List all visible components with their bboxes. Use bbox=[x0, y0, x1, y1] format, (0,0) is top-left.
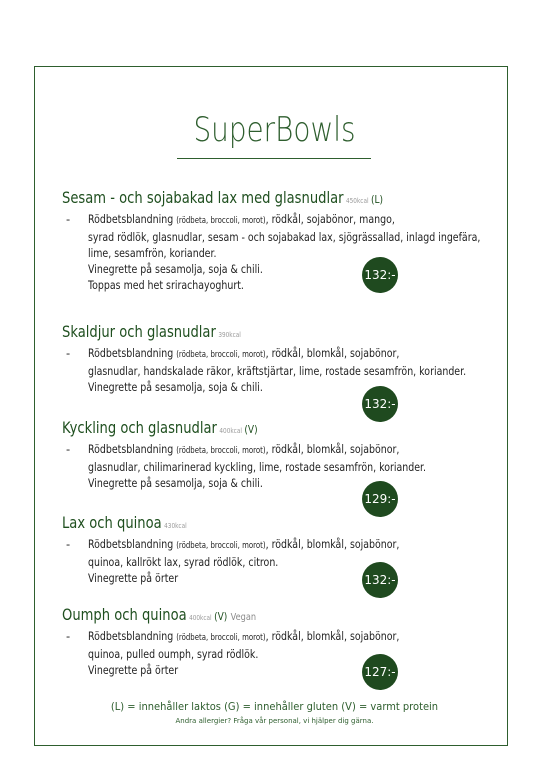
item-description bbox=[62, 345, 482, 395]
menu-item-lax-quinoa bbox=[62, 513, 482, 586]
desc-line: Rödbetsblandning (rödbeta, broccoli, morot), rödkål, blomkål, sojabönor, bbox=[88, 346, 400, 360]
item-description bbox=[62, 441, 482, 491]
bullet-dash: - bbox=[66, 346, 71, 360]
allergy-note: Andra allergier? Fråga vår personal, vi hjälper dig gärna. bbox=[175, 717, 374, 725]
desc-line: glasnudlar, handskalade räkor, kräftstjärtar, lime, rostade sesamfrön, koriander. bbox=[88, 364, 467, 378]
item-kcal: 450kcal bbox=[346, 197, 369, 205]
bullet-dash: - bbox=[66, 537, 71, 551]
item-name: Kyckling och glasnudlar bbox=[62, 418, 217, 437]
desc-line: Rödbetsblandning (rödbeta, broccoli, morot), rödkål, blomkål, sojabönor, bbox=[88, 537, 400, 551]
item-tag: (V) bbox=[214, 610, 228, 623]
menu-item-oumph-quinoa bbox=[62, 605, 482, 678]
item-kcal: 400kcal bbox=[189, 614, 212, 622]
menu-title: SuperBowls bbox=[193, 110, 356, 150]
allergen-legend: (L) = innehåller laktos (G) = innehåller gluten (V) = varmt protein bbox=[110, 700, 439, 713]
item-heading bbox=[62, 188, 406, 207]
item-heading bbox=[62, 418, 406, 437]
menu-item-kyckling bbox=[62, 418, 482, 491]
desc-line: syrad rödlök, glasnudlar, sesam - och sojabakad lax, sjögrässallad, inlagd ingefära, bbox=[88, 230, 481, 244]
item-kcal: 430kcal bbox=[164, 522, 187, 530]
desc-line: Vinegrette på sesamolja, soja & chili. bbox=[88, 476, 263, 490]
desc-line: Vinegrette på örter bbox=[88, 571, 179, 585]
desc-line: Vinegrette på sesamolja, soja & chili. bbox=[88, 262, 263, 276]
item-name: Skaldjur och glasnudlar bbox=[62, 322, 216, 341]
item-description bbox=[62, 211, 482, 293]
menu-item-sesam-lax bbox=[62, 188, 482, 293]
desc-line: Vinegrette på sesamolja, soja & chili. bbox=[88, 380, 263, 394]
item-name: Oumph och quinoa bbox=[62, 605, 187, 624]
menu-item-skaldjur bbox=[62, 322, 482, 395]
item-name: Sesam - och sojabakad lax med glasnudlar bbox=[62, 188, 344, 207]
item-tag: (V) bbox=[244, 423, 258, 436]
item-vegan-label: Vegan bbox=[230, 612, 257, 623]
title-underline bbox=[177, 158, 371, 159]
desc-line: Vinegrette på örter bbox=[88, 663, 179, 677]
desc-line: Rödbetsblandning (rödbeta, broccoli, morot), rödkål, blomkål, sojabönor, bbox=[88, 442, 400, 456]
item-heading bbox=[62, 513, 406, 532]
desc-line: lime, sesamfrön, koriander. bbox=[88, 246, 217, 260]
bullet-dash: - bbox=[66, 629, 71, 643]
price-badge: 132:- bbox=[362, 386, 398, 422]
price-badge: 127:- bbox=[362, 654, 398, 690]
item-name: Lax och quinoa bbox=[62, 513, 162, 532]
price-badge: 132:- bbox=[362, 257, 398, 293]
price-badge: 129:- bbox=[362, 481, 398, 517]
item-heading bbox=[62, 322, 406, 341]
bullet-dash: - bbox=[66, 212, 71, 226]
item-description bbox=[62, 536, 482, 586]
item-kcal: 390kcal bbox=[218, 331, 241, 339]
desc-line: quinoa, pulled oumph, syrad rödlök. bbox=[88, 647, 259, 661]
desc-line: Rödbetsblandning (rödbeta, broccoli, morot), rödkål, blomkål, sojabönor, bbox=[88, 629, 400, 643]
price-badge: 132:- bbox=[362, 562, 398, 598]
item-kcal: 400kcal bbox=[219, 427, 242, 435]
desc-line: Toppas med het srirachayoghurt. bbox=[88, 278, 244, 292]
desc-line: Rödbetsblandning (rödbeta, broccoli, morot), rödkål, sojabönor, mango, bbox=[88, 212, 395, 226]
desc-line: quinoa, kallrökt lax, syrad rödlök, citron. bbox=[88, 555, 279, 569]
desc-line: glasnudlar, chilimarinerad kyckling, lime, rostade sesamfrön, koriander. bbox=[88, 460, 427, 474]
item-tag: (L) bbox=[371, 193, 384, 206]
item-heading bbox=[62, 605, 406, 624]
item-description bbox=[62, 628, 482, 678]
bullet-dash: - bbox=[66, 442, 71, 456]
